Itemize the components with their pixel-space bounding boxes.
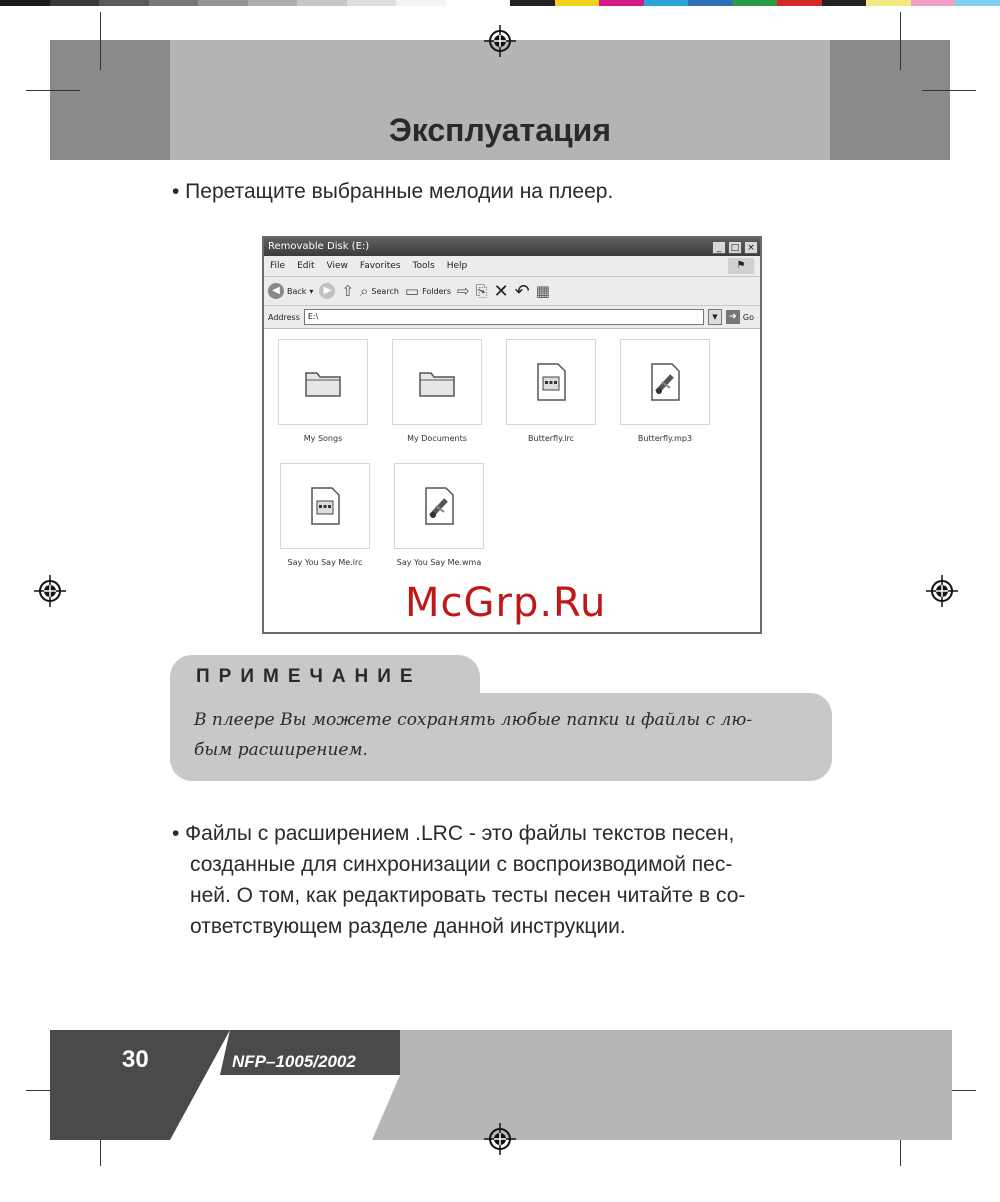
search-label: Search: [371, 286, 399, 296]
menu-view[interactable]: View: [326, 261, 348, 271]
file-name: My Documents: [407, 434, 467, 443]
paragraph-line: ней. О том, как редактировать тесты песен читайте в со-: [190, 884, 746, 907]
undo-icon[interactable]: ↶: [514, 280, 530, 302]
paragraph-line: ответствующем разделе данной инструкции.: [190, 915, 626, 938]
file-name: My Songs: [303, 434, 343, 443]
forward-button[interactable]: ▶: [319, 283, 335, 299]
registration-mark-icon: [483, 1122, 517, 1156]
chevron-down-icon: ▾: [309, 286, 314, 296]
file-item[interactable]: [384, 463, 494, 567]
menu-favorites[interactable]: Favorites: [359, 261, 401, 271]
calibration-swatch: [733, 0, 778, 6]
instruction-lrc: [172, 818, 745, 942]
folders-button[interactable]: [405, 282, 451, 300]
calibration-swatch: [297, 0, 347, 6]
folders-label: Folders: [422, 286, 451, 296]
address-dropdown[interactable]: ▼: [708, 309, 722, 325]
registration-mark-icon: [33, 574, 67, 608]
windows-logo-icon: ⚑: [728, 258, 754, 274]
folders-icon: ▭: [404, 282, 420, 300]
search-icon: ⌕: [360, 282, 369, 300]
folder-icon: [303, 365, 343, 399]
lrc-file-icon: [534, 362, 568, 402]
audio-file-icon: [648, 362, 682, 402]
address-input[interactable]: E:\: [304, 309, 704, 325]
calibration-swatch: [911, 0, 956, 6]
calibration-swatch: [866, 0, 911, 6]
calibration-swatch: [396, 0, 446, 6]
menu-help[interactable]: Help: [446, 261, 468, 271]
menu-file[interactable]: File: [270, 261, 286, 271]
calibration-swatch: [644, 0, 689, 6]
model-number: NFP–1005/2002: [232, 1052, 356, 1071]
delete-icon[interactable]: ✕: [493, 280, 509, 302]
paragraph-line: • Файлы с расширением .LRC - это файлы текстов песен,: [172, 822, 735, 845]
note-label: ПРИМЕЧАНИЕ: [196, 666, 422, 687]
calibration-swatch: [555, 0, 600, 6]
window-titlebar: [264, 238, 760, 256]
views-icon[interactable]: ▦: [535, 282, 550, 300]
toolbar: [264, 277, 760, 306]
watermark: McGrp.Ru: [405, 580, 607, 626]
address-bar: [264, 306, 760, 329]
note-line: В плеере Вы можете сохранять любые папки и файлы с лю-: [194, 710, 753, 730]
registration-mark-icon: [925, 574, 959, 608]
minimize-button[interactable]: _: [712, 241, 726, 254]
up-folder-icon[interactable]: ⇧: [341, 282, 355, 300]
calibration-swatch: [822, 0, 867, 6]
note-text: [194, 705, 806, 765]
color-calibration-strip: [510, 0, 1000, 6]
crop-mark: [922, 90, 976, 91]
go-arrow-icon: ➜: [726, 310, 740, 324]
file-name: Say You Say Me.lrc: [287, 558, 363, 567]
maximize-button[interactable]: □: [728, 241, 742, 254]
calibration-swatch: [149, 0, 199, 6]
address-label: Address: [268, 312, 300, 322]
lrc-file-icon: [308, 486, 342, 526]
crop-mark: [26, 90, 80, 91]
move-to-icon[interactable]: ⇨: [456, 282, 470, 300]
file-item[interactable]: [610, 339, 720, 443]
search-button[interactable]: [360, 282, 399, 300]
header-left-block: [50, 40, 170, 160]
calibration-swatch: [688, 0, 733, 6]
go-label: Go: [742, 312, 754, 322]
file-item[interactable]: [382, 339, 492, 443]
grey-calibration-strip: [0, 0, 495, 6]
menu-bar: [264, 256, 760, 277]
calibration-swatch: [446, 0, 496, 6]
back-button[interactable]: [268, 283, 313, 299]
file-name: Butterfly.lrc: [528, 434, 574, 443]
calibration-swatch: [50, 0, 100, 6]
file-name: Butterfly.mp3: [637, 434, 693, 443]
audio-file-icon: [422, 486, 456, 526]
folder-icon: [417, 365, 457, 399]
back-label: Back: [287, 286, 307, 296]
paragraph-line: созданные для синхронизации с воспроизводимой пес-: [190, 853, 733, 876]
window-title: Removable Disk (E:): [268, 241, 370, 252]
calibration-swatch: [0, 0, 50, 6]
crop-mark: [900, 12, 901, 70]
page-number: 30: [122, 1046, 149, 1073]
note-line: бым расширением.: [194, 740, 368, 760]
page-title: Эксплуатация: [388, 112, 612, 148]
file-item[interactable]: [496, 339, 606, 443]
calibration-swatch: [777, 0, 822, 6]
header-right-block: [830, 40, 950, 160]
calibration-swatch: [99, 0, 149, 6]
calibration-swatch: [955, 0, 1000, 6]
calibration-swatch: [198, 0, 248, 6]
instruction-drag: • Перетащите выбранные мелодии на плеер.: [172, 180, 614, 203]
go-button[interactable]: [726, 310, 760, 324]
crop-mark: [100, 12, 101, 70]
calibration-swatch: [510, 0, 555, 6]
calibration-swatch: [248, 0, 298, 6]
back-arrow-icon: ◀: [268, 283, 284, 299]
calibration-swatch: [347, 0, 397, 6]
close-button[interactable]: ×: [744, 241, 758, 254]
menu-edit[interactable]: Edit: [297, 261, 315, 271]
explorer-window: [262, 236, 762, 634]
calibration-swatch: [599, 0, 644, 6]
file-item[interactable]: [268, 339, 378, 443]
menu-tools[interactable]: Tools: [412, 261, 435, 271]
file-name: Say You Say Me.wma: [396, 558, 482, 567]
registration-mark-icon: [483, 24, 517, 58]
copy-to-icon[interactable]: ⎘: [475, 282, 488, 300]
file-item[interactable]: [270, 463, 380, 567]
